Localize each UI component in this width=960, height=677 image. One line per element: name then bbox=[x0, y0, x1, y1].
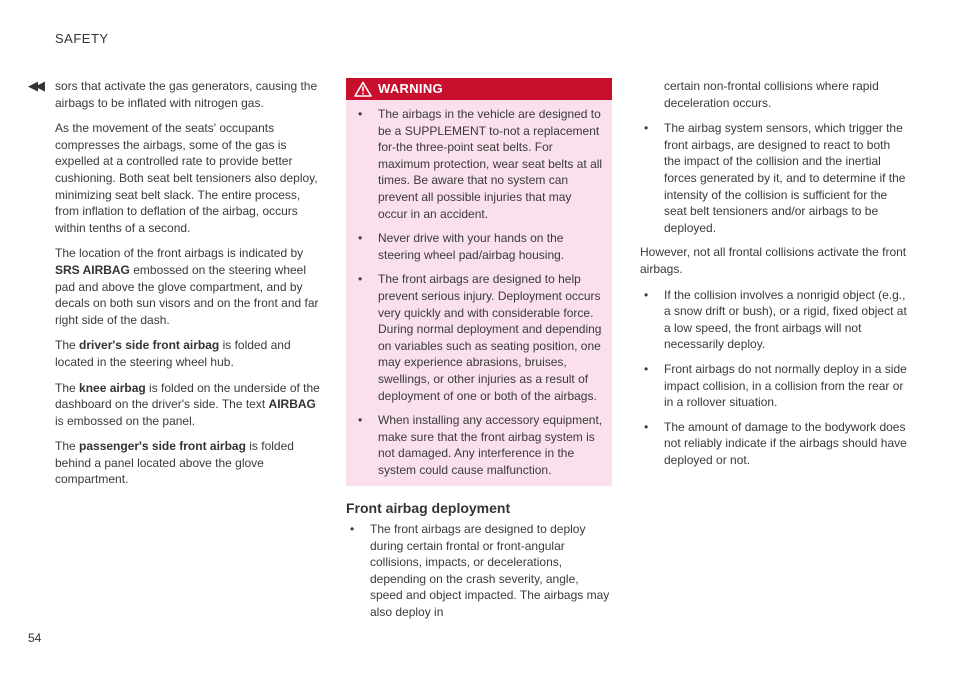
bullet-icon: • bbox=[644, 287, 649, 302]
bullet-icon: • bbox=[358, 107, 363, 121]
list-item: • The airbag system sensors, which trigger the front airbags, are designed to react to both the impact of the collision and the inertial forces generated by it, and to determine if the intensity of the collision is sufficient for the seat belt tensioners and/or airbags to be deployed. bbox=[644, 121, 906, 235]
paragraph: sors that activate the gas generators, causing the airbags to be inflated with nitrogen gas. bbox=[55, 79, 318, 110]
exceptions-list bbox=[640, 287, 908, 469]
term-airbag: AIRBAG bbox=[268, 397, 316, 412]
section-title: SAFETY bbox=[55, 31, 109, 46]
bullet-icon: • bbox=[350, 522, 355, 537]
list-item: • The front airbags are designed to deploy during certain frontal or front-angular collisions, impacts, or decelerations, depending on the crash severity, angle, speed and object impacted. The airbags may also deploy in bbox=[350, 522, 610, 620]
deployment-list-cont bbox=[640, 120, 908, 236]
term-knee-airbag: knee airbag bbox=[79, 380, 146, 395]
list-item: • The airbags in the vehicle are designed to be a SUPPLEMENT to-not a replacement for-the three-point seat belts. For maximum protection, wear seat belts at all times. Be aware that no system can prevent all possible injuries that may occur in an accident. bbox=[358, 107, 603, 221]
paragraph-location: The location of the front airbags is indicated by SRS AIRBAG embossed on the steering wheel pad and above the glove compartment, and by decals on both sun visors and on the front and far right side of the dash. bbox=[55, 246, 319, 327]
warning-header bbox=[346, 78, 612, 100]
paragraph-passenger-airbag: The passenger's side front airbag is folded behind a panel located above the glove compartment. bbox=[55, 439, 294, 487]
bullet-icon: • bbox=[644, 121, 649, 136]
term-driver-airbag: driver's side front airbag bbox=[79, 338, 220, 353]
warning-list bbox=[354, 106, 604, 478]
page-number: 54 bbox=[28, 631, 42, 645]
warning-box bbox=[346, 78, 612, 486]
deployment-list bbox=[346, 521, 612, 621]
list-item: • Never drive with your hands on the steering wheel pad/airbag housing. bbox=[358, 231, 565, 262]
column-right bbox=[640, 78, 908, 476]
paragraph-driver-airbag: The driver's side front airbag is folded and located in the steering wheel hub. bbox=[55, 338, 291, 369]
list-item: • Front airbags do not normally deploy in a side impact collision, in a collision from the rear or in a rollover situation. bbox=[644, 361, 907, 410]
term-srs-airbag: SRS AIRBAG bbox=[55, 262, 130, 277]
section-heading: Front airbag deployment bbox=[346, 500, 511, 517]
paragraph: However, not all frontal collisions activate the front airbags. bbox=[640, 245, 907, 276]
list-item-continuation: certain non-frontal collisions where rapid deceleration occurs. bbox=[664, 79, 879, 110]
bullet-icon: • bbox=[644, 419, 649, 434]
list-item: • The amount of damage to the bodywork does not reliably indicate if the airbags should have deployed or not. bbox=[644, 419, 907, 467]
column-left bbox=[55, 78, 323, 497]
column-middle bbox=[346, 78, 612, 629]
list-item: • If the collision involves a nonrigid object (e.g., a snow drift or bush), or a rigid, fixed object at a low speed, the front airbags will not necessarily deploy. bbox=[644, 287, 907, 352]
list-item: • The front airbags are designed to help prevent serious injury. Deployment occurs very quickly and with considerable force. During normal deployment and depending on variables such as seating position, one may experience abrasions, bruises, swellings, or other injuries as a result of deployment of one or both of the airbags. bbox=[358, 272, 602, 403]
warning-triangle-icon bbox=[354, 81, 372, 97]
paragraph-knee-airbag: The knee airbag is folded on the underside of the dashboard on the driver's side. The text AIRBAG is embossed on the panel. bbox=[55, 380, 320, 428]
back-arrows-icon[interactable]: ◀◀ bbox=[28, 78, 42, 93]
list-item: • When installing any accessory equipment, make sure that the front airbag system is not damaged. Any interference in the system could cause malfunction. bbox=[358, 413, 603, 477]
warning-label: WARNING bbox=[378, 80, 443, 96]
bullet-icon: • bbox=[358, 413, 363, 428]
bullet-icon: • bbox=[644, 361, 649, 376]
term-passenger-airbag: passenger's side front airbag bbox=[79, 439, 246, 454]
bullet-icon: • bbox=[358, 231, 363, 246]
paragraph: As the movement of the seats' occupants compresses the airbags, some of the gas is expelled at a controlled rate to provide better cushioning. Both seat belt tensioners also deploy, minimizing seat belt slack. The entire process, from inflation to deflation of the airbag, occurs within tenths of a second. bbox=[55, 121, 318, 235]
bullet-icon: • bbox=[358, 272, 363, 287]
